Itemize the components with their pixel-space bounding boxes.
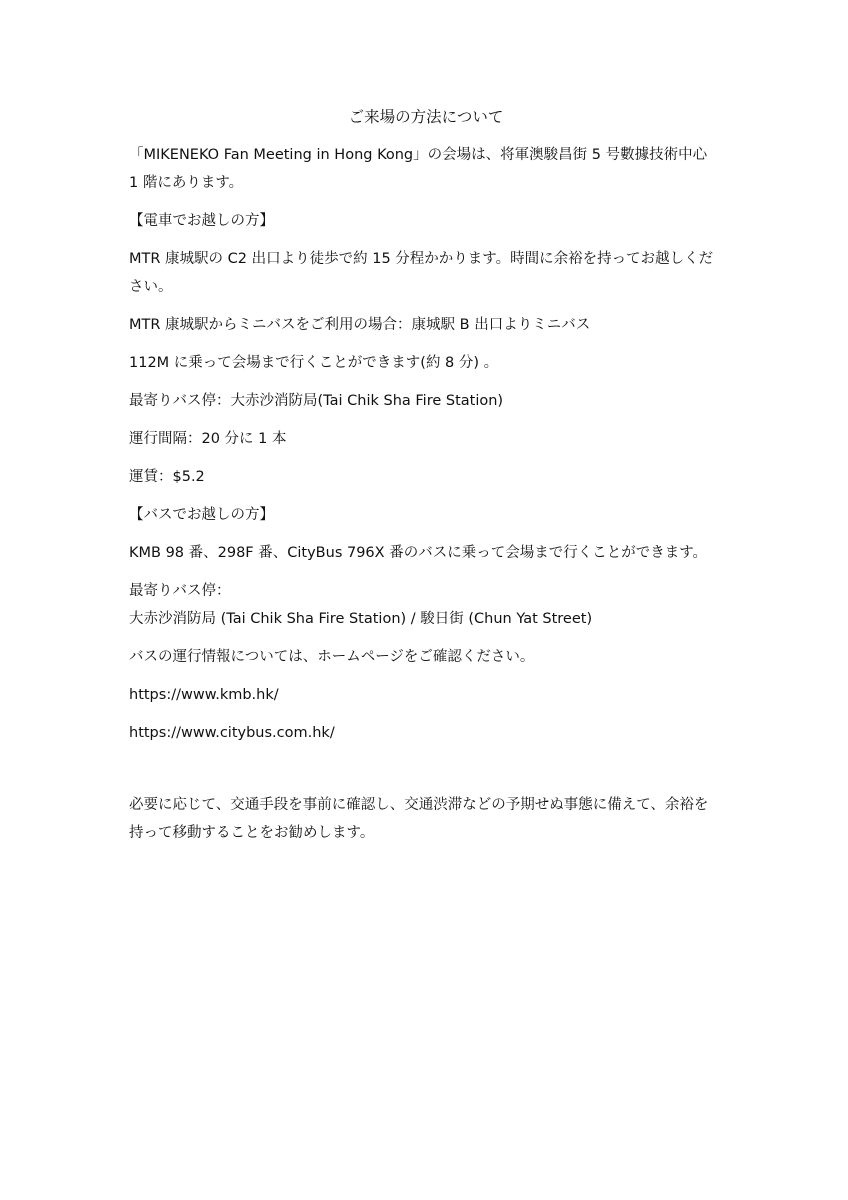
document-page — [129, 103, 719, 857]
minibus-fare: 運賃：$5.2 — [129, 469, 205, 485]
intro-paragraph: 「MIKENEKO Fan Meeting in Hong Kong」の会場は、将軍澳駿昌街 5 号數據技術中心 1 階にあります。 — [129, 147, 708, 191]
minibus-nearest-stop: 最寄りバス停：大赤沙消防局(Tai Chik Sha Fire Station) — [129, 393, 504, 409]
minibus-interval: 運行間隔：20 分に 1 本 — [129, 431, 287, 447]
bus-routes-paragraph: KMB 98 番、298F 番、CityBus 796X 番のバスに乗って会場まで行くことができます。 — [129, 545, 708, 561]
bus-stop-label: 最寄りバス停： — [129, 583, 231, 599]
citybus-link[interactable]: https://www.citybus.com.hk/ — [129, 725, 335, 741]
train-section-heading: 【電車でお越しの方】 — [129, 213, 274, 229]
page-title: ご来場の方法について — [348, 108, 504, 126]
bus-info-paragraph: バスの運行情報については、ホームページをご確認ください。 — [129, 649, 535, 665]
minibus-paragraph-line2: 112M に乗って会場まで行くことができます(約 8 分) 。 — [129, 355, 499, 371]
closing-paragraph: 必要に応じて、交通手段を事前に確認し、交通渋滞などの予期せぬ事態に備えて、余裕を持って移動することをお勧めします。 — [129, 797, 709, 841]
kmb-link[interactable]: https://www.kmb.hk/ — [129, 687, 279, 703]
minibus-paragraph-line1: MTR 康城駅からミニバスをご利用の場合：康城駅 B 出口よりミニバス — [129, 317, 591, 333]
bus-nearest-stop-block — [129, 577, 719, 633]
bus-section-heading: 【バスでお越しの方】 — [129, 507, 274, 523]
bus-stop-names: 大赤沙消防局 (Tai Chik Sha Fire Station) / 駿日街 (Chun Yat Street) — [129, 611, 593, 627]
train-walk-paragraph: MTR 康城駅の C2 出口より徒歩で約 15 分程かかります。時間に余裕を持ってお越しください。 — [129, 251, 714, 295]
